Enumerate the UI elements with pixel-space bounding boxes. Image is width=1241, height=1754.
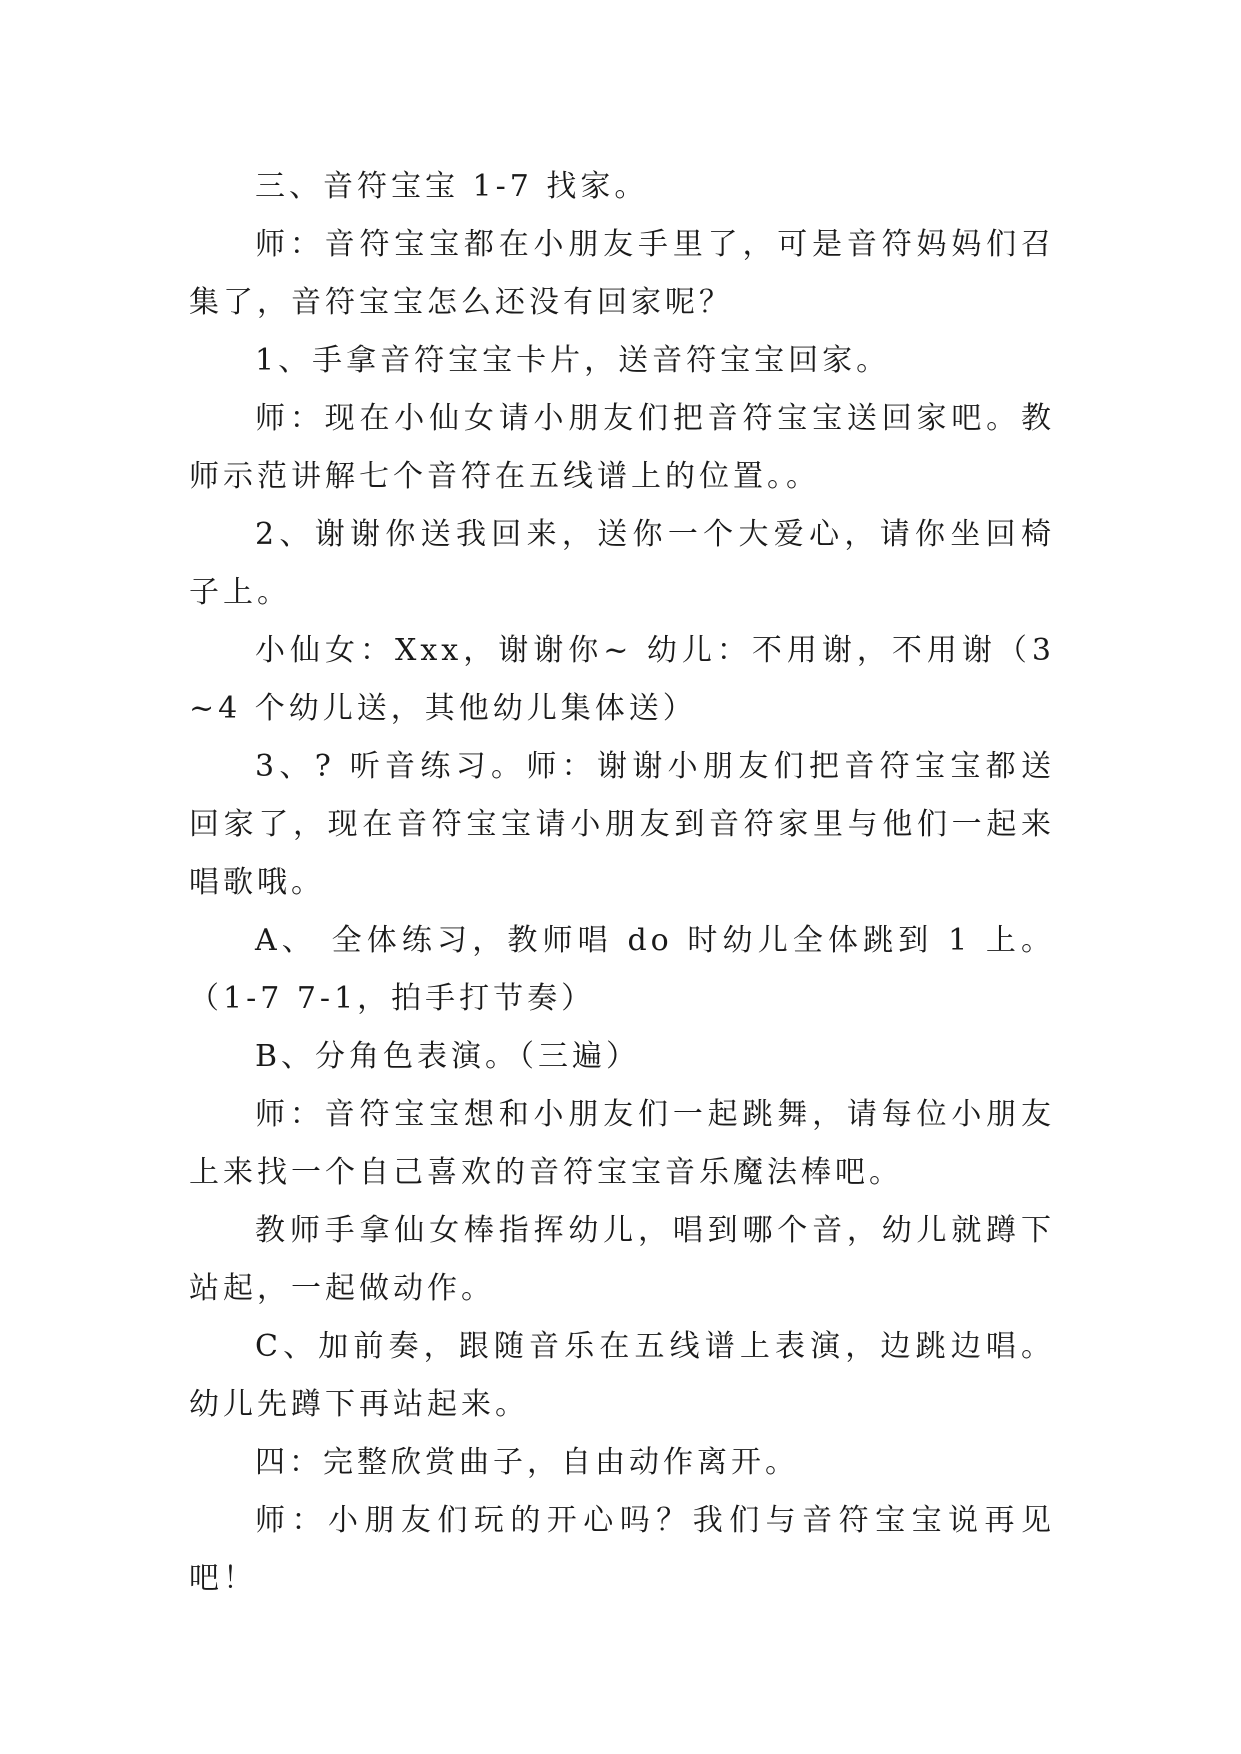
document-body	[189, 158, 1055, 1608]
paragraph-teacher-goodbye: 师：小朋友们玩的开心吗？我们与音符宝宝说再见吧！	[189, 1503, 1055, 1596]
paragraph-step-1: 1、手拿音符宝宝卡片，送音符宝宝回家。	[255, 343, 891, 378]
paragraph-item-a: A、 全体练习，教师唱 do 时幼儿全体跳到 1 上。（1-7 7-1，拍手打节奏）	[189, 923, 1055, 1016]
paragraph-section-four-title: 四：完整欣赏曲子，自由动作离开。	[255, 1445, 799, 1480]
paragraph-teacher-demo: 师：现在小仙女请小朋友们把音符宝宝送回家吧。教师示范讲解七个音符在五线谱上的位置。。	[189, 401, 1055, 494]
paragraph-teacher-dance: 师：音符宝宝想和小朋友们一起跳舞，请每位小朋友上来找一个自己喜欢的音符宝宝音乐魔法棒吧。	[189, 1097, 1055, 1190]
paragraph-step-2: 2、谢谢你送我回来，送你一个大爱心，请你坐回椅子上。	[189, 517, 1055, 610]
paragraph-step-3: 3、? 听音练习。师：谢谢小朋友们把音符宝宝都送回家了，现在音符宝宝请小朋友到音符家里与他们一起来唱歌哦。	[189, 749, 1055, 900]
paragraph-section-three-title: 三、音符宝宝 1-7 找家。	[255, 169, 649, 204]
paragraph-teacher-intro: 师：音符宝宝都在小朋友手里了，可是音符妈妈们召集了，音符宝宝怎么还没有回家呢？	[189, 227, 1055, 320]
paragraph-item-b: B、分角色表演。（三遍）	[255, 1039, 641, 1074]
paragraph-fairy-dialogue: 小仙女：Xxx，谢谢你~ 幼儿：不用谢，不用谢（3~4 个幼儿送，其他幼儿集体送）	[189, 633, 1055, 726]
paragraph-item-c: C、加前奏，跟随音乐在五线谱上表演，边跳边唱。幼儿先蹲下再站起来。	[189, 1329, 1055, 1422]
paragraph-teacher-conduct: 教师手拿仙女棒指挥幼儿，唱到哪个音，幼儿就蹲下站起，一起做动作。	[189, 1213, 1055, 1306]
